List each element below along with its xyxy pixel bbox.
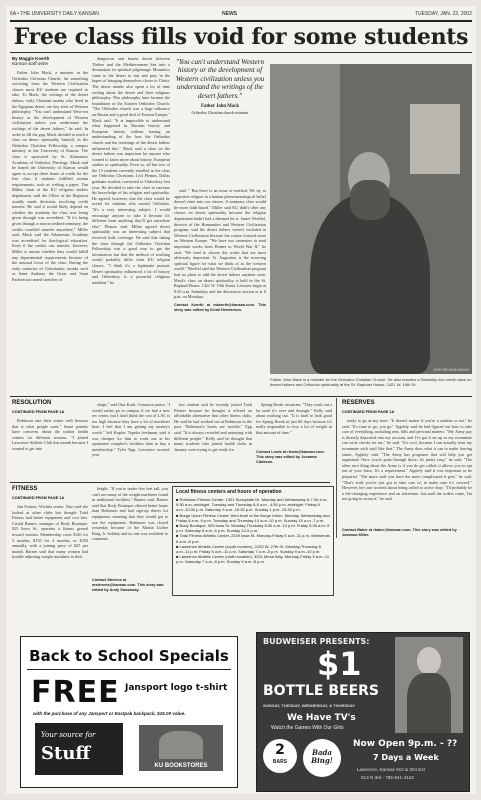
pull-quote xyxy=(174,58,266,115)
ad-left-source-logo: Your source for Stuff xyxy=(35,723,123,775)
ad-right-tv-sub: Watch the Games With Our Girls xyxy=(271,725,344,731)
section-label: NEWS xyxy=(222,11,237,17)
resolution-column-2: shape," said Ona Kraft, Cimarron junior. "I would rather go to campus if we had a new rec center, but I don't think the cost of LAC is too high because they have a lot of machines here. I feel that I am getting my money's worth." Jeff Kupfer, Topeka freshman, said it was cheaper for him to work out at his apartment complex's facilities than to buy a membership." Tyler Epp, Lawrence second-year xyxy=(92,402,170,458)
fitness-title: FITNESS xyxy=(12,486,38,492)
ad-right-price: $1 xyxy=(317,645,362,683)
ad-left-store-building xyxy=(159,731,203,759)
photo-credit: JOHN REGAN/KANSAN xyxy=(432,368,469,372)
photo-icon-frame xyxy=(410,104,460,174)
byline-role: Kansan staff writer xyxy=(12,61,49,66)
ad-left-free: FREE xyxy=(31,675,120,710)
ad-right-model-photo xyxy=(395,637,463,733)
ad-bottle-beers[interactable] xyxy=(256,632,470,792)
ad-right-logo: Bada Bing! xyxy=(303,739,341,777)
ad-right-model-face xyxy=(417,647,441,675)
ad-right-hours: Now Open 9p.m. - ?? xyxy=(353,739,458,749)
photo-figure xyxy=(310,194,430,374)
ad-right-address: Lawrence, Kansas 910 & 204 Ext xyxy=(357,767,425,772)
fitness-hours-item-5: ■ Lawrence Athletic Center (south location), 2100 W. 27th St. Monday-Thursday 5 a.m.-11 p.m. Friday 5 a.m.-11 p.m. Saturday 7 a.m.-8 p.m. Sunday 9 a.m.-10 p.m. xyxy=(176,543,321,555)
ad-left-store-photo: KU BOOKSTORES xyxy=(139,725,223,771)
article-column-3: said. " But there is an issue of method. We try to approach religion in a human phenomenological belief doesn't enter into our classes. A seminary class would be more faith based." Miller said KU didn't offer any classes on desert spirituality because the religion department hadn't had a demand for it. James Woelfel, director of the Humanities and Western Civilization program, said the desert fathers weren't included in Western Civilization because the course focused more on Western Europe. "We have two semesters to read important works from Homer to World War II," he said. "We tend to choose the works that are most obviously important. St. Augustine is the towering spiritual figure for what we think of as the western world." Woelfel said the Western Civilization program had no plans to add the desert fathers anytime soon. Mack's class on desert spirituality is held in the St. Raphael House, 1421 W. 19th Street. Lectures begin at 9:30 a.m. Saturdays and the discussion section is at 6 p.m. on Mondays. Contact Koerth at mkoerth@kansan.com. This story was edited by Kristi Henderson. xyxy=(174,188,266,312)
resolution-title: RESOLUTION xyxy=(12,400,52,406)
ad-right-phone: 913 N 3rd - 785-841-4122 xyxy=(361,775,414,780)
newspaper-page xyxy=(6,6,476,794)
fitness-hours-item-6: ■ Lawrence Athletic Center (north location), 3201 Mesa Way. Monday-Friday 5 a.m.-11 p.m. Saturday 7 a.m.-8 p.m. Sunday 9 a.m.-8 p.m. xyxy=(176,554,330,565)
article-byline xyxy=(12,56,49,66)
fitness-hours-box xyxy=(172,486,334,596)
byline-name: By Maggie Koerth xyxy=(12,56,50,61)
reserves-contact: Contact Baker at rbaker@kansan.com. This story was edited by Jovanna Miller. xyxy=(342,528,457,537)
ad-left-offer-detail: with the purchase of any Jansport or Eastpak backpack, $15.00 value. xyxy=(33,711,186,716)
resolution-column-3: law student said he recently joined Total Fitness because he thought it offered an affordable alternative that other fitness clubs. He said he had worked out at Robinson in the past. "Robinson's hours are terrible," Epp said. "It is always crowded and annoying with different people." Kelly said he thought that many students who joined health clubs in January were trying to get ready for xyxy=(174,402,252,452)
reserves-body: ready to go at any time. "It doesn't matter if you're a student or not," he said. "It's time to go, you go." Applefy said he had figured out how to take care of everything, including rent, bills and personal matters. "My Army pay is directly deposited into my account, and I've got it set up so my roommate can write checks for me," he said. "It's cool, because I can actually trust my roommate with stuff like that." The Army does what it can to make leaving easier, Applefy said. "The Army has programs that will help you get organized. Once you're gone through those, it's pretty easy," he said. "The other nice thing about the Army is if you do get called, it allows you to opt out of your lease. It's a requirement." Applefy said it was important to be prepared. "The more stuff you have the more complicated it gets," he said. "That's stuff you've just got to take care of, to make sure it's covered." However, he's not worried about being called to active duty. "I'd probably be a life-changing experience and an adventure, but until the orders come, I'm not going to sweat it," he said. xyxy=(342,418,472,502)
headline-rule xyxy=(10,52,472,53)
fitness-hours-item-4: ■ Total Fitness Athletic Center, 2339 Iowa St. Monday-Friday 5 a.m.-11 p.m. Weekends 8 a.m.-8 p.m. xyxy=(176,533,330,544)
ad-left-rule xyxy=(27,669,231,670)
resolution-contact: Contact Lewis at rlewis@kansan.com. This story was edited by Jovanna Clarkson. xyxy=(256,450,325,464)
ad-left-offer: Jansport logo t-shirt xyxy=(125,683,228,693)
ad-back-to-school[interactable] xyxy=(20,636,238,788)
pull-quote-role: Orthodox Christian church minister xyxy=(191,110,249,116)
resolution-continued: CONTINUED FROM PAGE 1A xyxy=(12,410,65,414)
photo-caption: Father John Mack is a minister for the Orthodox Christian Church. He also teaches a Saturday non-credit class on desert fathers and Orthodox spirituality at the St. Raphael House, 1421 W. 19th St. xyxy=(270,377,472,387)
fitness-column-2: height. "If you're under five feet tall, you can't use many of the weight machines found in traditional facilities," Barnes said. Barnes said that Body Boutique offered better hours than Robinson and had sign-up sheets for equipment, meaning that they would get to use the equipment. Robinson was closed yesterday because of the Martin Luther King, Jr. holiday and no one was available to comment. xyxy=(92,486,168,542)
section-rule-2 xyxy=(10,482,330,483)
ad-right-model-body xyxy=(407,673,451,733)
article-column-2: dangerous and barren desert between Thebes and the Mediterranean Sea into a destination for spiritual pilgrimage. Monastics came to the desert to fast and pray in the hopes of bringing themselves closer to Christ. The desert monks also spent a lot of time writing about the desert and their religious philosophy. This philosophy later became the foundation of the Eastern Orthodox Church. "The Orthodox church was a huge influence on Russia and a good deal of Eastern Europe," Mack said. "It is impossible to understand what happened in Russian history and European history without having an understanding of the how the Orthodox church and the teachings of the desert fathers influenced this." Mack said a class on the desert fathers was important for anyone who wanted to know more about history. European studies or spirituality. Even so, all but two of the 13 students currently enrolled in the class are Orthodox Christians. Leif Plemas, Dallas graduate student, converted to Orthodoxy last year. He decided to take the class to increase his knowledge of his religion and spirituality. He agreed, however, that the class would be useful for students who weren't Orthodox. "It's a very interesting subject. I would encourage anyone to take it because it's different from anything they'll get anywhere else," Plemas said. Miller agreed desert spirituality was an interesting subject that received little coverage. He said that taking the class through the Orthodox Christian Fellowship was a good way to get the information but that the method of teaching would probably differ from KU religion classes. "I think it's a legitimate pursuit. Desert spirituality influenced a lot of history and Orthodoxy is a powerful religious tradition," he xyxy=(92,56,170,285)
article-column-1: Father John Mack, a minister in the Orthodox Christian Church, hit something sur-rising from the Western Civilization classes most KU students are required to take. To Mack, the writings of the desert fathers, early Christian monks who lived in the Egyptian desert, are key texts of Western philosophy. "You can't understand West-ern history or the development of Western civilization unless you understand the writings of the desert fathers," he said. In order to fill the gap, Mack decided to teach a class on desert spirituality himself, in the Orthodox Christian Fellowship, a campus ministry at the University of Kansas. The class is sponsored by St. Athanasius Academy of Orthodox Theology. Mack said he hoped the University of Kansas would agree to accept these hours of credit for the free class if students fulfilled certain requirements, such as writing a paper. Tim Miller, chair of the KU religious studies department, said the Office of the Registrar usually made decisions involving credit transfer. He said it would likely depend on whether the academy the class was being given through was accredited. "If it's being given through a non-accredited seminary, the credits wouldn't transfer anywhere," Miller said. Mack said the Athanasius Academy was accredited for theological education. Even if the credits can transfer, however, Miller is unsure whether they would fulfill any departmental requirements because of the unusual focus of the class. During the early centuries of Christianity, monks such as Saint Anthony the Great and Saint Pachomius turned stretches of xyxy=(12,70,88,282)
pull-quote-text: "You can't understand Western history or the development of Western civilization unless you understand the writings of the desert fathers." xyxy=(175,58,265,100)
section-rule-1 xyxy=(10,396,472,397)
ad-right-bottle-beers: BOTTLE BEERS xyxy=(263,683,380,699)
fitness-continued: CONTINUED FROM PAGE 1A xyxy=(12,496,65,500)
ad-right-week: 7 Days a Week xyxy=(373,753,439,762)
fitness-hours-item-2: ■ Burge Union Fitness Center, third level of the Burge Union. Monday, Wednesday and Friday 8 a.m.-9 p.m. Tuesday and Thursday 10 a.m.-10 p.m. Sunday 10 a.m.-7 p.m. xyxy=(176,512,330,523)
photo-beard xyxy=(350,180,390,220)
ad-right-tv: We Have TV's xyxy=(287,713,356,723)
issue-date: TUESDAY, JAN. 22, 2002 xyxy=(414,11,472,17)
ad-right-brand: BUDWEISER PRESENTS: xyxy=(263,637,370,646)
resolution-column-1: Robinson rate their center well because that is what people want." Some parents have concerns about the tuition health centers for different reasons. "I joined Lawrence Athletic Club this month because I wanted to get into xyxy=(12,418,88,451)
ad-right-bars-badge: 2 BARS xyxy=(263,739,297,773)
reserves-continued: CONTINUED FROM PAGE 1A xyxy=(342,410,395,414)
reserves-title: RESERVES xyxy=(342,400,375,406)
fitness-hours-item-1: ■ Robinson Fitness Center, 1301 Sunnyside Dr. Monday and Wednesday 6-7:30 a.m., 9:30 a.m.-midnight. Tuesday and Thursday 8-8 a.m., 4:30 p.m.-midnight. Friday 8 a.m.-10:30 p.m. Saturday 9 a.m.-10:30 p.m. Sunday 1 p.m.-10:30 p.m. xyxy=(176,497,329,513)
headline: Free class fills void for some students xyxy=(13,24,469,50)
header-rule xyxy=(10,20,472,22)
pull-quote-author: Father John Mack xyxy=(200,104,240,110)
article-photo xyxy=(270,64,472,374)
fitness-contact: Contact Stevens at mstevens@kansan.com. This story was edited by Andy Gassaway. xyxy=(92,578,164,592)
page-header xyxy=(10,8,472,18)
fitness-hours-item-3: ■ Body Boutique, 925 Iowa St. Monday-Thursday 5:30 a.m.-10 p.m. Friday 5:30 a.m.-9 p.m. Saturday 8 a.m.-5 p.m. Sunday 12-5 p.m. xyxy=(176,523,330,534)
ad-right-days: SUNDAY, TUESDAY, WEDNESDAY, & THURSDAY xyxy=(263,703,356,708)
article-contact: Contact Koerth at mkoerth@kansan.com. This story was edited by Kristi Henderson. xyxy=(174,302,266,312)
page-label: 6A • THE UNIVERSITY DAILY KANSAN xyxy=(10,11,99,17)
fitness-hours-title: Local fitness centers and hours of operation xyxy=(176,489,282,495)
resolution-column-4: Spring Break vacations. "They work out a lot until it's over and through," Kelly said about working out. "It is hard to look good for Spring Break in just 60 days because it's really impossible to lose a lot of weight in that amount of time." xyxy=(256,402,332,435)
ad-left-title: Back to School Specials xyxy=(29,647,229,665)
fitness-column-1: Jim Fortner, Wichita senior. Nitz said she looked at other clubs but thought Total Fitness had better equipment and cost less. Cristal Barnes, manager of Body Boutique, 925 Iowa St., operates a fitness geared toward women. Membership costs $120 for 3 months, $150 for 4 months, or $250 annually, with a joining price of $25 per month. Barnes said that many women had trouble adjusting weight machines to their xyxy=(12,504,88,560)
reserves-divider xyxy=(336,398,337,538)
